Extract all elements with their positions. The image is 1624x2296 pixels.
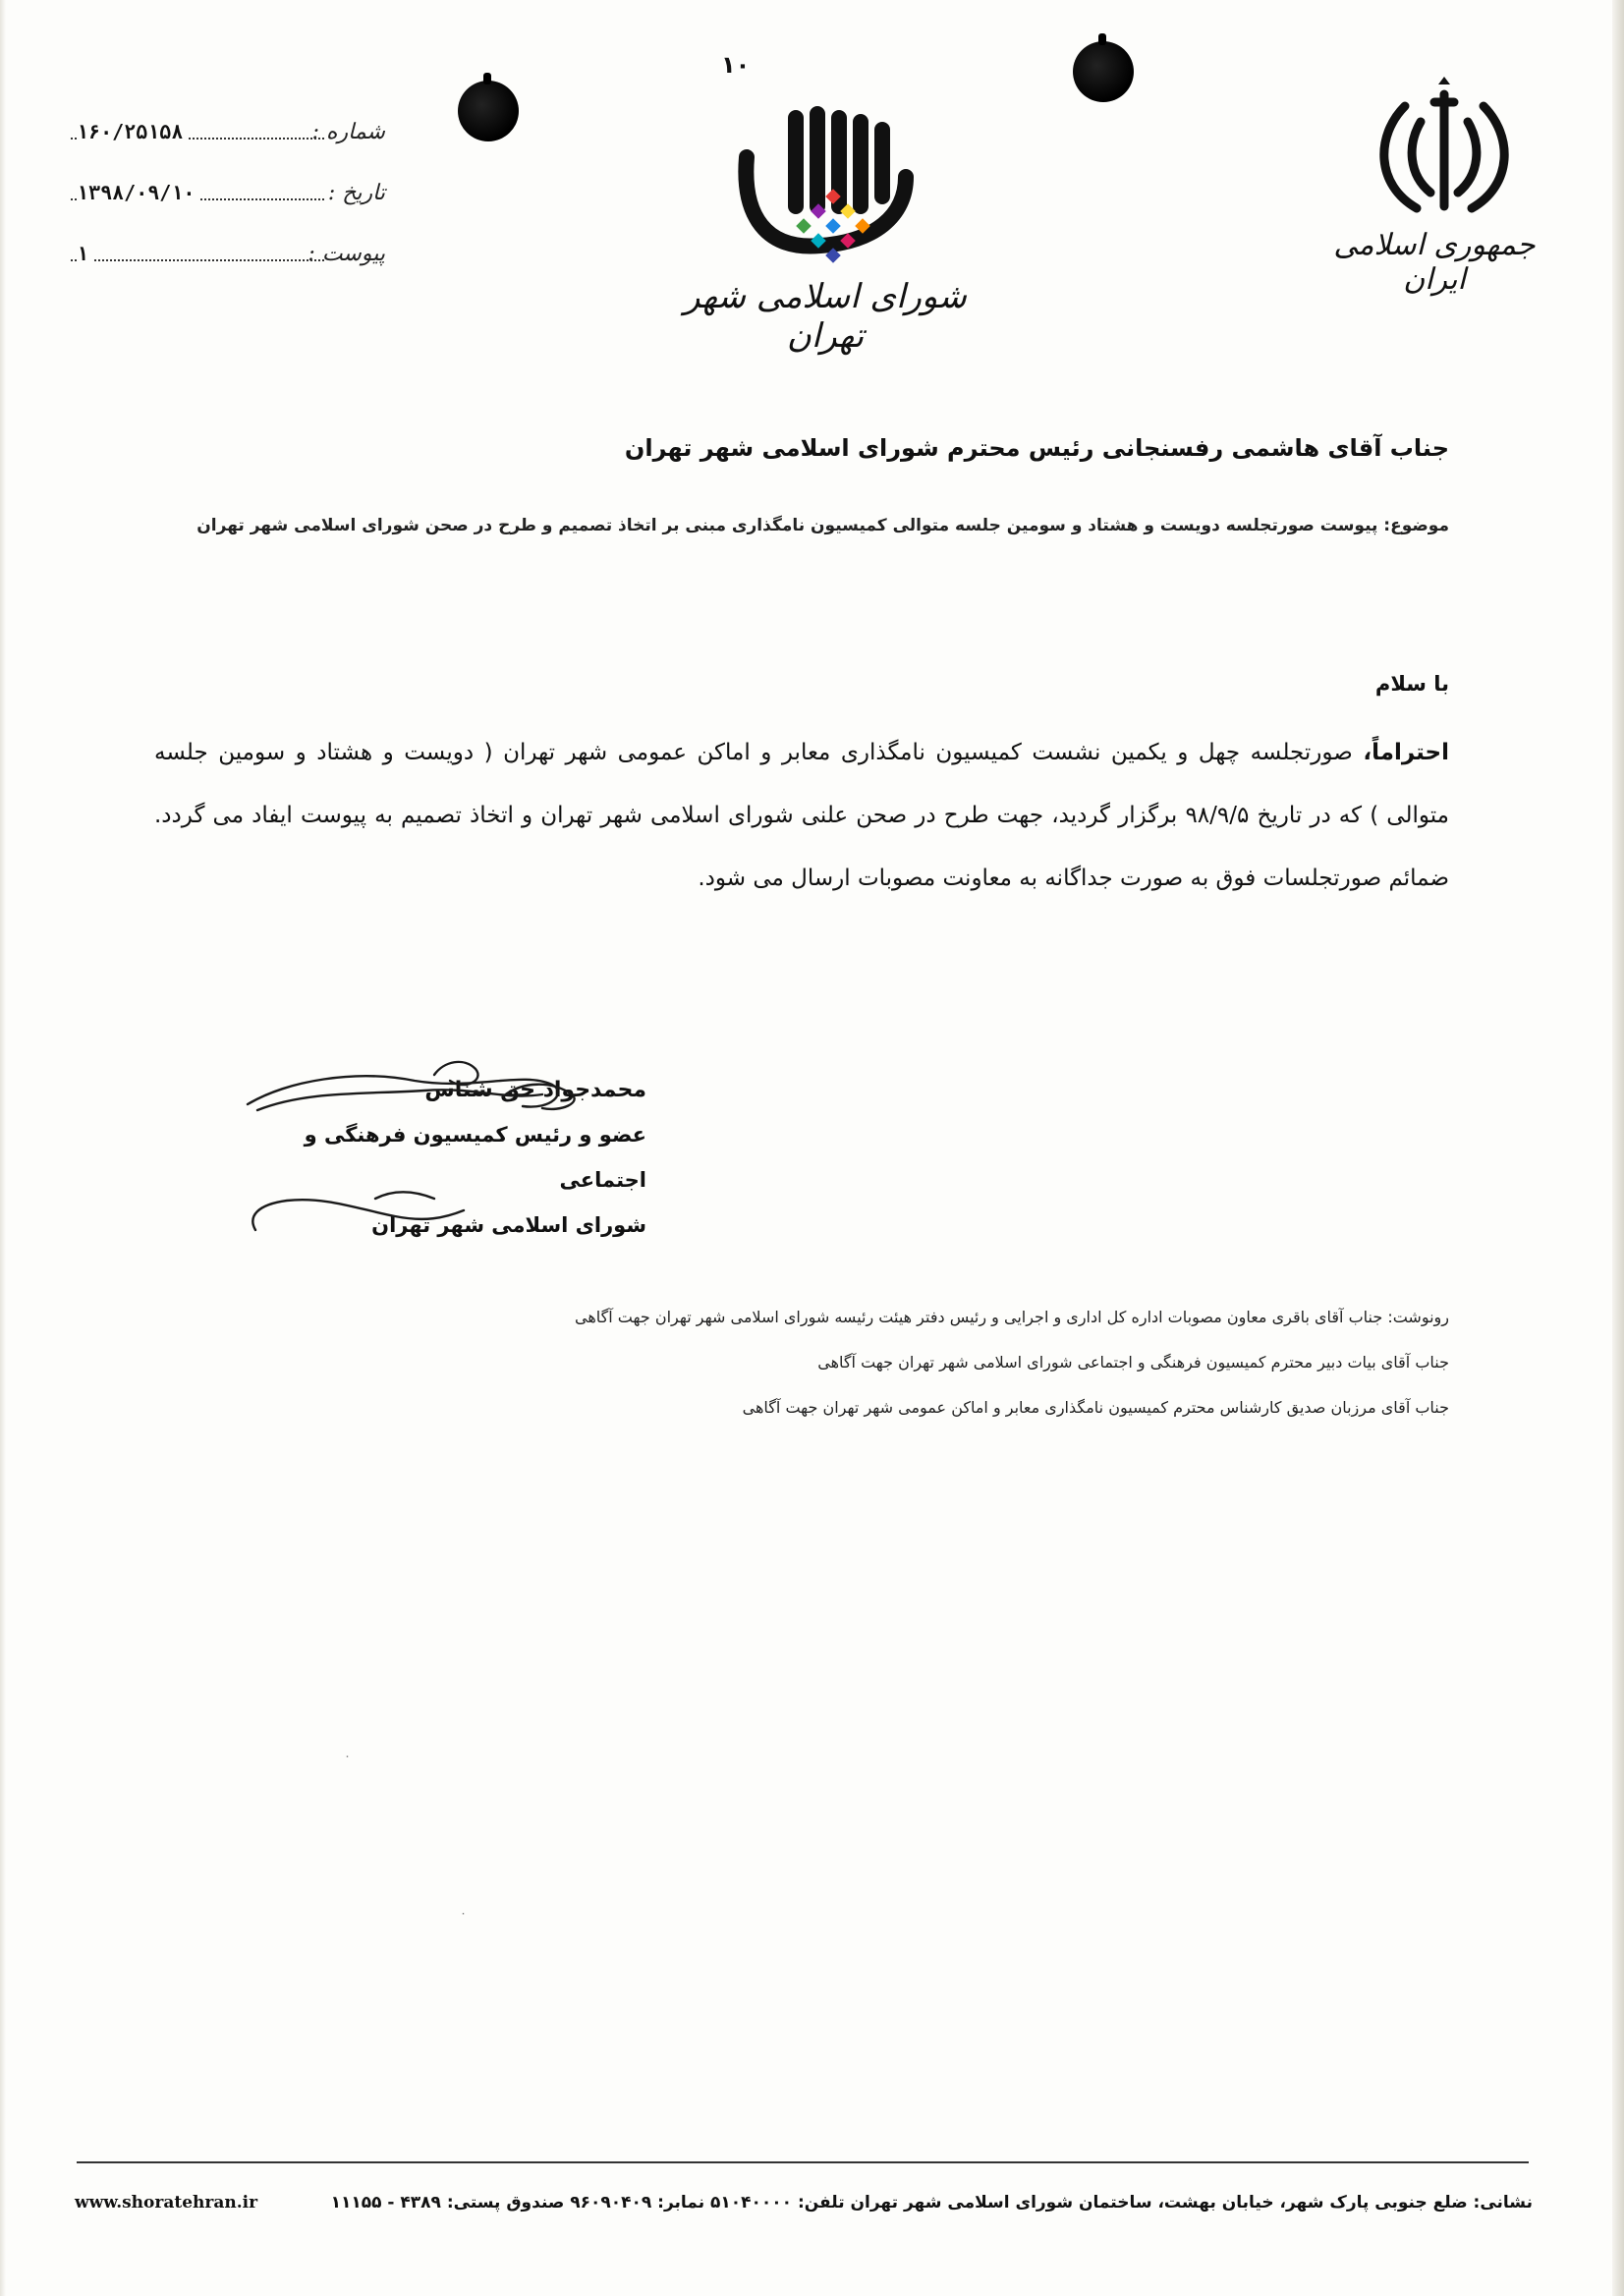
punch-hole-left xyxy=(458,81,519,141)
cc-item: جناب آقای بیات دبیر محترم کمیسیون فرهنگی و اجتماعی شورای اسلامی شهر تهران جهت آگاهی xyxy=(817,1353,1449,1372)
meta-number-label: شماره : xyxy=(311,120,385,144)
signer-title-2: شورای اسلامی شهر تهران xyxy=(371,1213,646,1237)
footer-address: نشانی: ضلع جنوبی پارک شهر، خیابان بهشت، ساختمان شورای اسلامی شهر تهران تلفن: ۵۱۰۴۰۰۰۰ نمابر: ۹۶۰۹۰۴۰۹ صندوق پستی: ۴۳۸۹ - ۱۱۱۵۵ xyxy=(330,2193,1533,2212)
iran-emblem-icon xyxy=(1336,77,1552,234)
logo-diamond xyxy=(825,218,841,234)
subject: موضوع: پیوست صورتجلسه دویست و هشتاد و سومین جلسه متوالی کمیسیون نامگذاری مبنی بر اتخاذ تصمیم و طرح در صحن شورای اسلامی شهر تهران xyxy=(196,516,1449,535)
addressee: جناب آقای هاشمی رفسنجانی رئیس محترم شورای اسلامی شهر تهران xyxy=(624,434,1449,462)
cc-list xyxy=(172,1295,1449,1430)
meta-dots xyxy=(71,259,324,261)
letter-body xyxy=(154,721,1449,910)
meta-date-label: تاریخ : xyxy=(327,181,385,205)
footer-website[interactable]: www.shoratehran.ir xyxy=(75,2193,258,2212)
council-name: شورای اسلامی شهر تهران xyxy=(684,277,967,356)
meta-date-row xyxy=(71,177,385,238)
greeting: با سلام xyxy=(1374,672,1449,696)
page-edge-right xyxy=(1612,0,1624,2296)
letter-meta xyxy=(71,116,385,299)
signature-block xyxy=(234,1069,646,1248)
tehran-council-logo-icon xyxy=(648,59,1002,295)
meta-attachment-value: ۱ xyxy=(77,242,92,265)
page-edge-left xyxy=(0,0,6,2296)
meta-attachment-label: پیوست : xyxy=(308,242,385,266)
body-text: صورتجلسه چهل و یکمین نشست کمیسیون نامگذاری معابر و اماکن عمومی شهر تهران ( دویست و هشتاد و سومین جلسه متوالی ) که در تاریخ ۹۸/۹/۵ برگزار گردید، جهت طرح در صحن علنی شورای اسلامی شهر تهران و اتخاذ تصمیم به پیوست ایفاد می گردد. ضمائم صورتجلسات فوق به صورت جداگانه به معاونت مصوبات ارسال می شود. xyxy=(154,740,1449,891)
meta-date-value: ۱۳۹۸/۰۹/۱۰ xyxy=(77,181,198,204)
footer-divider xyxy=(77,2161,1529,2163)
punch-hole-right xyxy=(1073,41,1134,102)
signer-title-1: عضو و رئیس کمیسیون فرهنگی و اجتماعی xyxy=(304,1123,646,1192)
body-lead: احتراماً، xyxy=(1363,740,1449,765)
republic-name: جمهوری اسلامی ایران xyxy=(1333,228,1536,297)
scan-speck: ˙ xyxy=(460,1912,467,1928)
scan-speck: ˙ xyxy=(344,1755,351,1770)
meta-number-value: ۱۶۰/۲۵۱۵۸ xyxy=(77,120,187,143)
tehran-council-logo xyxy=(648,59,1002,354)
meta-attachment-row xyxy=(71,238,385,299)
cc-item: رونوشت: جناب آقای باقری معاون مصوبات اداره کل اداری و اجرایی و رئیس دفتر هیئت رئیسه شورای اسلامی شهر تهران جهت آگاهی xyxy=(575,1308,1449,1326)
meta-number-row xyxy=(71,116,385,177)
signer-name: محمدجواد حق شناس xyxy=(424,1078,646,1102)
page-mark: ۱۰ xyxy=(721,51,751,79)
logo-diamond xyxy=(796,218,812,234)
cc-item: جناب آقای مرزبان صدیق کارشناس محترم کمیسیون نامگذاری معابر و اماکن عمومی شهر تهران جهت آگاهی xyxy=(742,1398,1449,1417)
